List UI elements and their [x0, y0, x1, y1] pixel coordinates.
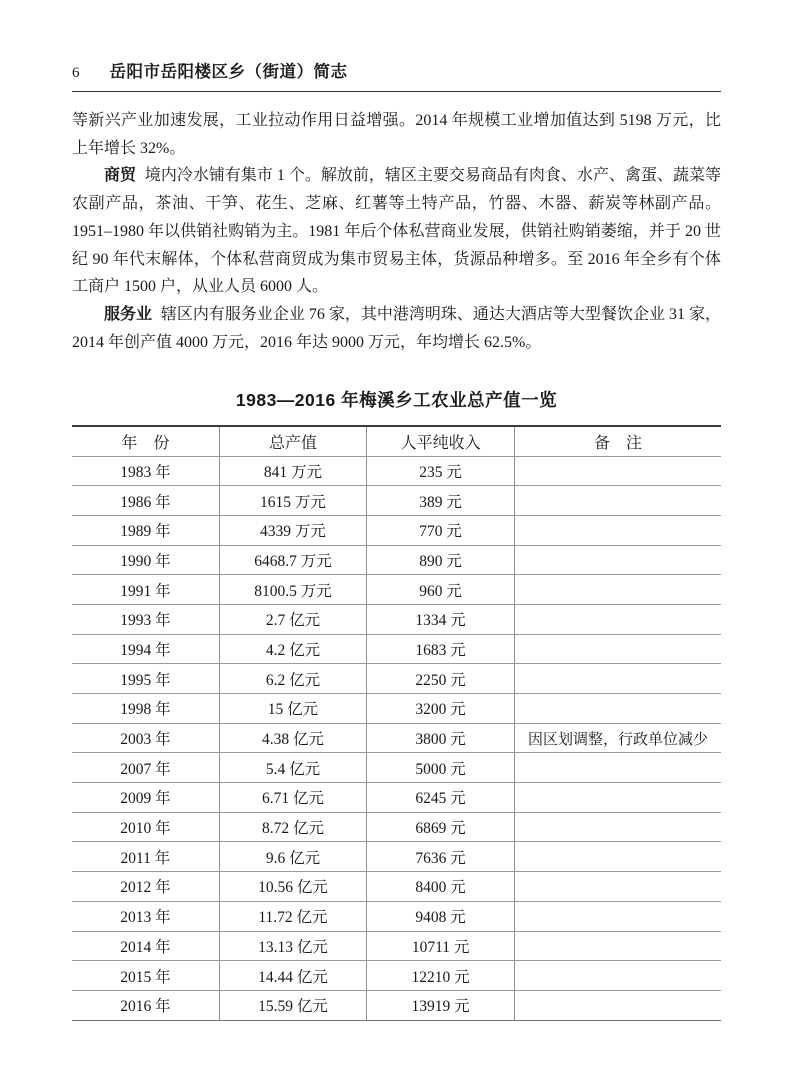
year-cell: 1986 年: [72, 486, 219, 516]
total-output-cell: 8.72 亿元: [219, 812, 366, 842]
year-cell: 1998 年: [72, 694, 219, 724]
total-output-cell: 13.13 亿元: [219, 931, 366, 961]
per-capita-income-cell: 960 元: [367, 575, 515, 605]
total-output-cell: 6.71 亿元: [219, 783, 366, 813]
total-output-cell: 11.72 亿元: [219, 901, 366, 931]
per-capita-income-cell: 6245 元: [367, 783, 515, 813]
note-cell: [515, 545, 721, 575]
paragraph-text: 境内冷水铺有集市 1 个。解放前，辖区主要交易商品有肉食、水产、禽蛋、蔬菜等农副产品，茶油、干笋、花生、芝麻、红薯等土特产品，竹器、木器、薪炭等林副产品。1951–1980 年以供销社购销为主。1981 年后个体私营商业发展，供销社购销萎缩，并于 20 世纪 90 年代末解体，个体私营商贸成为集市贸易主体，货源品种增多。至 2016 年全乡有个体工商户 1500 户，从业人员 6000 人。: [72, 167, 721, 296]
total-output-cell: 4.2 亿元: [219, 634, 366, 664]
column-header-year: 年 份: [72, 426, 219, 456]
note-cell: 因区划调整，行政单位减少: [515, 723, 721, 753]
per-capita-income-cell: 13919 元: [367, 990, 515, 1020]
column-header-notes: 备 注: [515, 426, 721, 456]
note-cell: [515, 456, 721, 486]
total-output-cell: 9.6 亿元: [219, 842, 366, 872]
note-cell: [515, 604, 721, 634]
per-capita-income-cell: 6869 元: [367, 812, 515, 842]
table-row: [72, 901, 721, 931]
note-cell: [515, 931, 721, 961]
year-cell: 1993 年: [72, 604, 219, 634]
per-capita-income-cell: 3200 元: [367, 694, 515, 724]
per-capita-income-cell: 3800 元: [367, 723, 515, 753]
note-cell: [515, 872, 721, 902]
paragraph-industry-continuation: [72, 107, 721, 162]
total-output-cell: 6.2 亿元: [219, 664, 366, 694]
per-capita-income-cell: 1334 元: [367, 604, 515, 634]
table-row: [72, 604, 721, 634]
note-cell: [515, 664, 721, 694]
page-number: 6: [72, 65, 80, 81]
total-output-cell: 841 万元: [219, 456, 366, 486]
paragraph-commerce: [72, 162, 721, 301]
table-row: [72, 842, 721, 872]
book-title: 岳阳市岳阳楼区乡（街道）简志: [109, 63, 348, 81]
per-capita-income-cell: 9408 元: [367, 901, 515, 931]
output-value-table: [72, 425, 721, 1020]
year-cell: 1994 年: [72, 634, 219, 664]
year-cell: 1990 年: [72, 545, 219, 575]
paragraph-text: 等新兴产业加速发展，工业拉动作用日益增强。2014 年规模工业增加值达到 5198 万元，比上年增长 32%。: [72, 112, 721, 157]
body-text: [72, 107, 721, 356]
table-row: [72, 783, 721, 813]
table-row: [72, 872, 721, 902]
note-cell: [515, 634, 721, 664]
table-row: [72, 664, 721, 694]
paragraph-label-services: 服务业: [104, 305, 153, 323]
table-row: [72, 931, 721, 961]
table-body: [72, 456, 721, 1020]
note-cell: [515, 961, 721, 991]
total-output-cell: 5.4 亿元: [219, 753, 366, 783]
table-row: [72, 990, 721, 1020]
year-cell: 1989 年: [72, 515, 219, 545]
total-output-cell: 15 亿元: [219, 694, 366, 724]
year-cell: 2011 年: [72, 842, 219, 872]
paragraph-services: [72, 301, 721, 356]
total-output-cell: 4339 万元: [219, 515, 366, 545]
table-row: [72, 694, 721, 724]
column-header-per-capita-income: 人平纯收入: [367, 426, 515, 456]
note-cell: [515, 990, 721, 1020]
per-capita-income-cell: 2250 元: [367, 664, 515, 694]
per-capita-income-cell: 10711 元: [367, 931, 515, 961]
table-row: [72, 961, 721, 991]
table-title: 1983—2016 年梅溪乡工农业总产值一览: [235, 390, 558, 411]
table-row: [72, 456, 721, 486]
year-cell: 2015 年: [72, 961, 219, 991]
year-cell: 2003 年: [72, 723, 219, 753]
table-row: [72, 753, 721, 783]
total-output-cell: 8100.5 万元: [219, 575, 366, 605]
table-row: [72, 575, 721, 605]
total-output-cell: 10.56 亿元: [219, 872, 366, 902]
per-capita-income-cell: 389 元: [367, 486, 515, 516]
table-row: [72, 723, 721, 753]
note-cell: [515, 842, 721, 872]
per-capita-income-cell: 7636 元: [367, 842, 515, 872]
table-header-row: [72, 426, 721, 456]
per-capita-income-cell: 235 元: [367, 456, 515, 486]
note-cell: [515, 901, 721, 931]
table-row: [72, 545, 721, 575]
year-cell: 2007 年: [72, 753, 219, 783]
note-cell: [515, 812, 721, 842]
total-output-cell: 15.59 亿元: [219, 990, 366, 1020]
note-cell: [515, 515, 721, 545]
table-row: [72, 812, 721, 842]
per-capita-income-cell: 890 元: [367, 545, 515, 575]
paragraph-label-commerce: 商贸: [104, 167, 137, 185]
note-cell: [515, 575, 721, 605]
year-cell: 2012 年: [72, 872, 219, 902]
year-cell: 2014 年: [72, 931, 219, 961]
year-cell: 2009 年: [72, 783, 219, 813]
year-cell: 1991 年: [72, 575, 219, 605]
column-header-total-output: 总产值: [219, 426, 366, 456]
year-cell: 2016 年: [72, 990, 219, 1020]
year-cell: 2010 年: [72, 812, 219, 842]
table-row: [72, 486, 721, 516]
table-row: [72, 515, 721, 545]
per-capita-income-cell: 770 元: [367, 515, 515, 545]
year-cell: 1995 年: [72, 664, 219, 694]
total-output-cell: 4.38 亿元: [219, 723, 366, 753]
running-head: [72, 58, 721, 92]
note-cell: [515, 753, 721, 783]
note-cell: [515, 486, 721, 516]
per-capita-income-cell: 8400 元: [367, 872, 515, 902]
paragraph-text: 辖区内有服务业企业 76 家，其中港湾明珠、通达大酒店等大型餐饮企业 31 家，2014 年创产值 4000 万元，2016 年达 9000 万元，年均增长 62.5%。: [72, 305, 721, 351]
total-output-cell: 6468.7 万元: [219, 545, 366, 575]
year-cell: 1983 年: [72, 456, 219, 486]
table-row: [72, 634, 721, 664]
year-cell: 2013 年: [72, 901, 219, 931]
per-capita-income-cell: 5000 元: [367, 753, 515, 783]
total-output-cell: 2.7 亿元: [219, 604, 366, 634]
total-output-cell: 14.44 亿元: [219, 961, 366, 991]
per-capita-income-cell: 12210 元: [367, 961, 515, 991]
per-capita-income-cell: 1683 元: [367, 634, 515, 664]
total-output-cell: 1615 万元: [219, 486, 366, 516]
note-cell: [515, 694, 721, 724]
note-cell: [515, 783, 721, 813]
